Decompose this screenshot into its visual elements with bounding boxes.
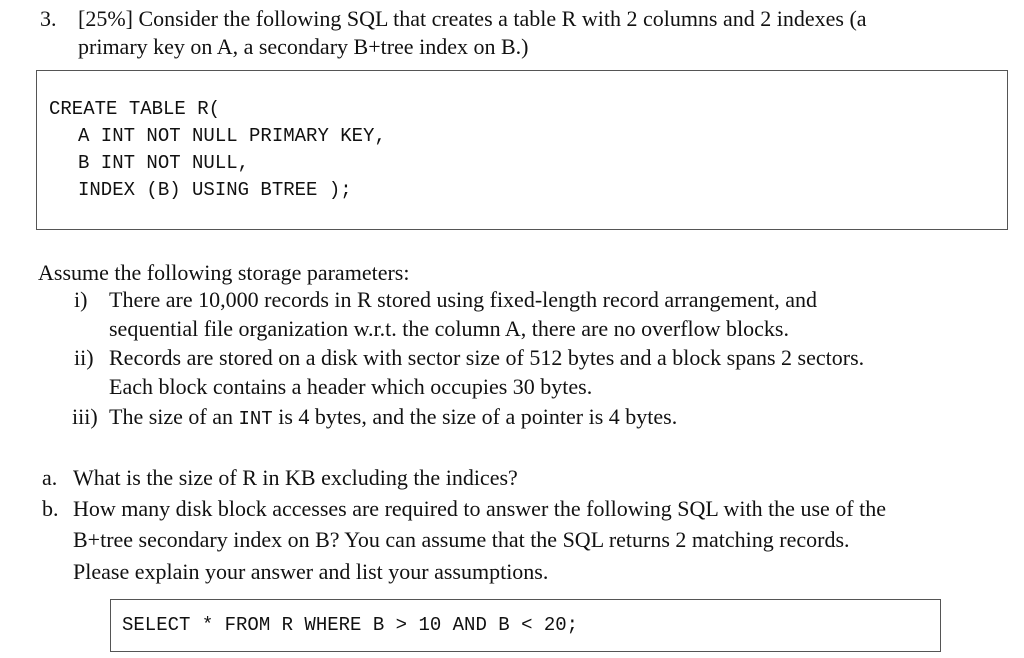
select-sql: SELECT * FROM R WHERE B > 10 AND B < 20;	[122, 614, 579, 636]
storage-item-3-marker: iii)	[72, 404, 98, 429]
storage-item-1-marker: i)	[74, 287, 88, 312]
create-sql-line-1: CREATE TABLE R(	[49, 98, 221, 120]
subquestion-b-line-2: B+tree secondary index on B? You can assume that the SQL returns 2 matching records.	[73, 527, 850, 552]
subquestion-a-marker: a.	[42, 465, 58, 490]
subquestion-b-line-3: Please explain your answer and list your assumptions.	[73, 559, 549, 584]
subquestion-a-text: What is the size of R in KB excluding the indices?	[73, 465, 518, 490]
question-text-line-2: primary key on A, a secondary B+tree index on B.)	[78, 34, 529, 59]
question-number: 3.	[40, 6, 57, 31]
question-text-line-1: [25%] Consider the following SQL that creates a table R with 2 columns and 2 indexes (a	[78, 6, 867, 31]
subquestion-b-line-1: How many disk block accesses are required to answer the following SQL with the use of the	[73, 496, 886, 521]
storage-item-2-marker: ii)	[74, 345, 94, 370]
storage-intro: Assume the following storage parameters:	[38, 260, 410, 285]
storage-item-2-line-1: Records are stored on a disk with sector size of 512 bytes and a block spans 2 sectors.	[109, 345, 865, 370]
storage-item-3-suffix: is 4 bytes, and the size of a pointer is 4 bytes.	[272, 404, 678, 429]
create-sql-line-2: A INT NOT NULL PRIMARY KEY,	[78, 125, 386, 147]
create-sql-line-4: INDEX (B) USING BTREE );	[78, 179, 352, 201]
int-keyword: INT	[238, 408, 273, 430]
storage-item-1-line-1: There are 10,000 records in R stored using fixed-length record arrangement, and	[109, 287, 818, 312]
storage-item-2-line-2: Each block contains a header which occupies 30 bytes.	[109, 374, 593, 399]
storage-item-3-text	[109, 403, 677, 433]
storage-item-3-prefix: The size of an	[109, 404, 239, 429]
subquestion-b-marker: b.	[42, 496, 59, 521]
storage-item-1-line-2: sequential file organization w.r.t. the column A, there are no overflow blocks.	[109, 316, 789, 341]
create-sql-line-3: B INT NOT NULL,	[78, 152, 250, 174]
